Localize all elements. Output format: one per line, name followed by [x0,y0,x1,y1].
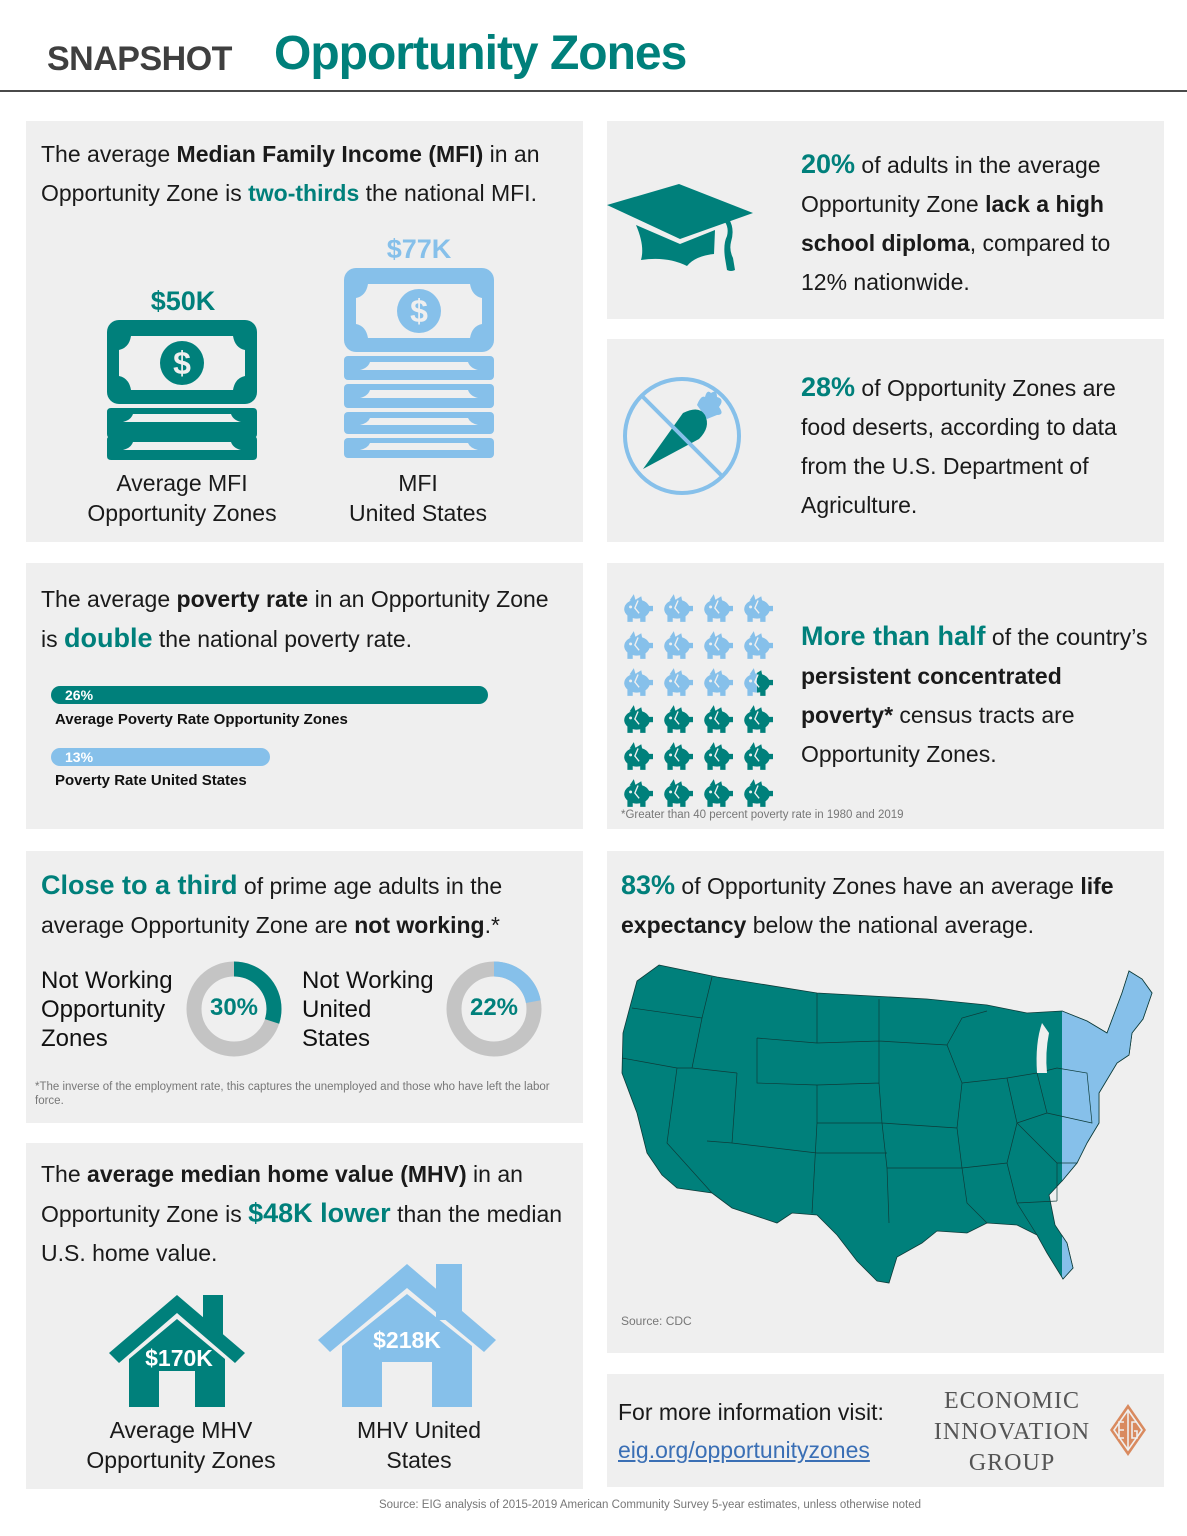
piggy-bank-icon [741,592,773,624]
eig-logo-text: ECONOMIC INNOVATION GROUP [933,1388,1091,1476]
life-expectancy-source: Source: CDC [621,1314,692,1328]
piggy-bank-icon [741,777,773,809]
piggy-bank-icon [741,740,773,772]
concentrated-poverty-text: More than half of the country’s persistent concentrated poverty* census tracts are Opportunity Zones. [801,621,1148,767]
us-not-working-value: 22% [469,994,519,1021]
home-oz-label: Average MHV Opportunity Zones [86,1417,276,1473]
piggy-bank-icon [621,592,653,624]
piggy-bank-icon [741,629,773,661]
piggy-bank-icon [621,629,653,661]
oz-not-working-value: 30% [209,994,259,1021]
piggy-bank-icon [741,703,773,735]
piggy-bank-icon [701,629,733,661]
mfi-card [26,121,583,542]
page-header [0,0,1187,92]
oz-not-working-label: Not Working Opportunity Zones [41,967,173,1052]
oz-poverty-label: Average Poverty Rate Opportunity Zones [55,711,348,728]
svg-text:$: $ [410,293,428,329]
piggy-bank-icon [741,666,773,698]
oz-poverty-bar: 26% [51,686,488,704]
svg-text:$: $ [173,345,191,381]
piggy-bank-icon [701,703,733,735]
piggy-bank-icon [661,666,693,698]
home-us-label: MHV United States [357,1417,481,1473]
more-info-link[interactable]: eig.org/opportunityzones [618,1437,870,1463]
home-value-card [26,1143,583,1489]
piggy-bank-icon [661,629,693,661]
poverty-text: The average poverty rate in an Opportunity Zone is double the national poverty rate. [41,586,549,653]
eig-diamond-logo-icon [1110,1404,1146,1456]
more-info-card [607,1374,1164,1487]
home-value-text: The average median home value (MHV) in an Opportunity Zone is $48K lower than the median U.S. home value. [41,1161,563,1266]
piggy-bank-grid [621,589,791,811]
piggy-bank-icon [701,777,733,809]
piggy-bank-icon [661,592,693,624]
mfi-text: The average Median Family Income (MFI) in an Opportunity Zone is two-thirds the national MFI. [41,141,540,206]
piggy-bank-icon [621,740,653,772]
food-desert-text: 28% of Opportunity Zones are food deserts, according to data from the U.S. Department of Agriculture. [801,372,1117,518]
piggy-bank-icon [701,666,733,698]
piggy-bank-icon [621,666,653,698]
mfi-oz-value: $50K [150,286,216,316]
piggy-bank-icon [661,740,693,772]
money-stack-icon [344,268,494,458]
piggy-bank-icon [661,777,693,809]
piggy-bank-icon [621,777,653,809]
life-expectancy-text: 83% of Opportunity Zones have an average life expectancy below the national average. [621,870,1114,938]
page-source-note: Source: EIG analysis of 2015-2019 American Community Survey 5-year estimates, unless otherwise noted [378,1499,922,1511]
header-kicker: SNAPSHOT [47,40,232,78]
mfi-oz-label: Average MFI Opportunity Zones [87,470,277,526]
home-us-value: $218K [373,1327,441,1353]
mfi-us-value: $77K [386,234,452,264]
home-oz-value: $170K [145,1345,213,1371]
not-working-card [26,851,583,1123]
life-expectancy-card [607,851,1164,1353]
piggy-bank-icon [661,703,693,735]
us-map [617,963,1162,1293]
piggy-bank-icon [701,740,733,772]
us-not-working-label: Not Working United States [302,967,434,1052]
graduation-cap-icon [607,184,757,274]
education-text: 20% of adults in the average Opportunity Zone lack a high school diploma, compared to 12% nationwide. [801,149,1111,295]
us-poverty-label: Poverty Rate United States [55,772,247,789]
piggy-bank-icon [701,592,733,624]
not-working-text: Close to a third of prime age adults in the average Opportunity Zone are not working.* [41,870,503,938]
mfi-us-label: MFI United States [348,470,488,526]
food-desert-card [607,339,1164,542]
concentrated-poverty-card [607,563,1164,829]
poverty-card [26,563,583,829]
more-info-text: For more information visit: [618,1399,884,1425]
education-card [607,121,1164,319]
not-working-footnote: *The inverse of the employment rate, this captures the unemployed and those who have left the labor force. [35,1081,550,1107]
no-carrot-icon [621,375,743,497]
money-stack-icon [107,320,257,460]
us-poverty-bar: 13% [51,748,270,766]
piggy-bank-icon [621,703,653,735]
page-title: Opportunity Zones [274,27,687,80]
concentrated-footnote: *Greater than 40 percent poverty rate in 1980 and 2019 [621,809,904,821]
